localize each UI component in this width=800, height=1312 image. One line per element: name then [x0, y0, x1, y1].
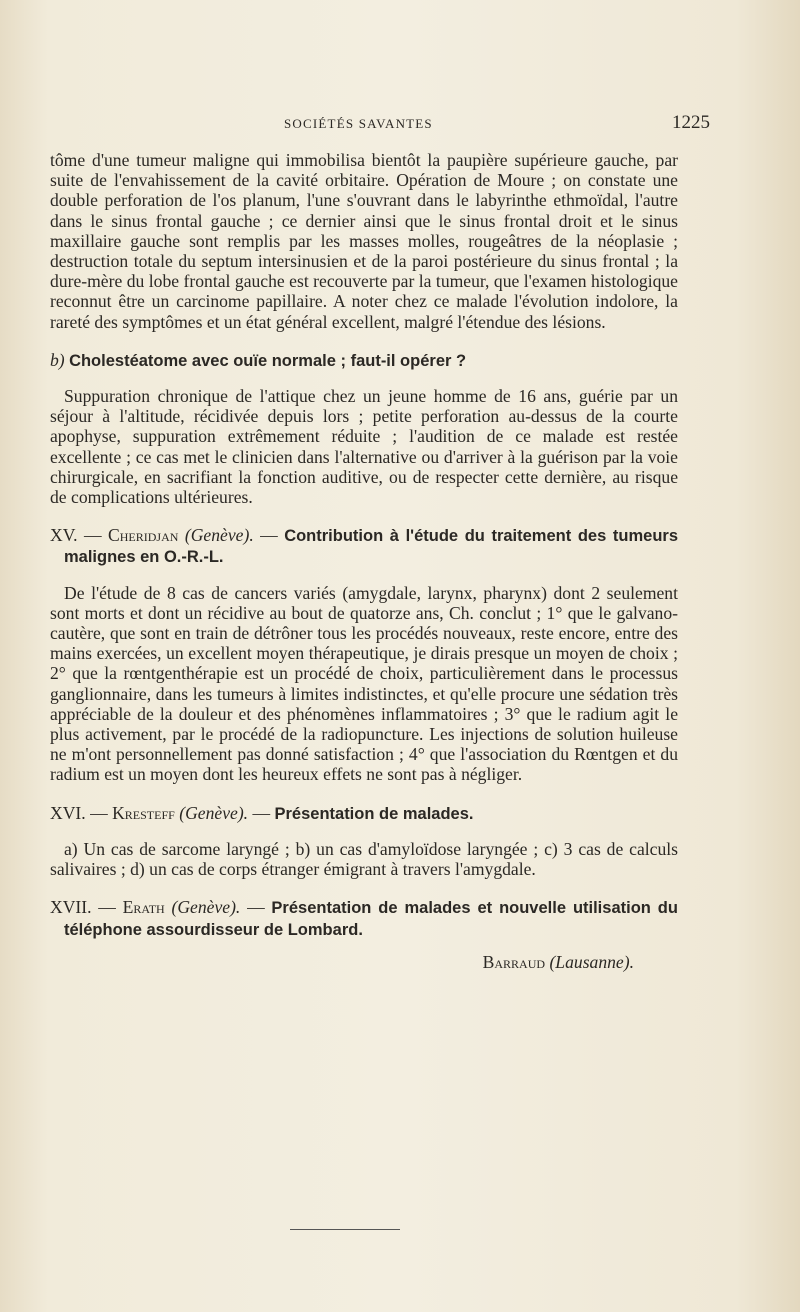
section-xv-heading — [50, 525, 678, 567]
section-b-heading — [50, 350, 678, 371]
section-xvii-author: Erath — [122, 897, 165, 918]
section-b-body: Suppuration chronique de l'attique chez un jeune homme de 16 ans, guérie par un séjour à l'altitude, récidivée depuis lors ; petite perforation au-dessus de la courte apophyse, suppuration extrêmement réduite ; l'audition de ce malade est restée excellente ; ce cas met le clinicien dans l'alternative ou d'arriver à la guérison par la voie chirurgicale, en sacrifiant la fonction auditive, ou de respecter cette dernière, au risque de complications ultérieures. — [50, 386, 678, 508]
section-xvii-city: (Genève). — [171, 897, 241, 918]
section-xv-number: XV. — — [50, 525, 102, 546]
page-header — [50, 112, 710, 138]
section-xvii-title: Présentation de malades et nouvelle utilisation du téléphone assourdisseur de Lombard. — [64, 899, 678, 939]
section-xv-dash: — — [260, 525, 278, 546]
section-xvii-number: XVII. — — [50, 897, 116, 918]
section-xvi-number: XVI. — — [50, 802, 108, 823]
section-xvi-body: a) Un cas de sarcome laryngé ; b) un cas d'amyloïdose laryngée ; c) 3 cas de calculs salivaires ; d) un cas de corps étranger émigrant à travers l'amygdale. — [50, 838, 678, 880]
section-b-label: b) — [50, 349, 65, 370]
section-xvi-title: Présentation de malades. — [274, 804, 474, 823]
section-xvi-dash: — — [252, 802, 271, 823]
section-b-title: Cholestéatome avec ouïe normale ; faut-il opérer ? — [69, 351, 467, 370]
page-body — [50, 150, 678, 972]
section-xvi-heading — [50, 803, 678, 824]
signature-name: Barraud — [482, 951, 546, 972]
signature-city: (Lausanne). — [549, 951, 634, 972]
page-number: 1225 — [672, 112, 710, 133]
section-xv-body: De l'étude de 8 cas de cancers variés (amygdale, larynx, pharynx) dont 2 seulement sont morts et dont un récidive au bout de quatorze ans, Ch. conclut ; 1° que le galvano-cautère, que sont en train de détrôner tous les procédés nouveaux, reste encore, entre des mains exercées, un excellent moyen thérapeutique, je dirais presque un moyen de choix ; 2° que la rœntgenthérapie est un procédé de choix, particulièrement dans le processus ganglionnaire, dans les tumeurs à limites indistinctes, et qu'elle procure une sédation très appréciable de la douleur et des phénomènes inflammatoires ; 3° que le radium agit le plus activement, par le procédé de la radiopuncture. Les injections de solution huileuse ne m'ont personnellement pas donné satisfaction ; 4° que l'association du Rœntgen et du radium est un moyen dont les heureux effets ne sont pas à négliger. — [50, 582, 678, 785]
section-xvii-heading — [50, 897, 678, 939]
section-xvii-dash: — — [247, 897, 265, 918]
section-xv-city: (Genève). — [184, 525, 254, 546]
section-xv-author: Cheridjan — [108, 525, 179, 546]
section-xvi-author: Kresteff — [112, 802, 175, 823]
section-xv-title: Contribution à l'étude du traitement des tumeurs malignes en O.-R.-L. — [64, 527, 678, 567]
intro-paragraph: tôme d'une tumeur maligne qui immobilisa bientôt la paupière supérieure gauche, par suite de l'envahissement de la cavité orbitaire. Opération de Moure ; on constate une double perforation de l'os planum, l'une s'ouvrant dans le labyrinthe ethmoïdal, l'autre dans le sinus frontal gauche ; ce dernier ainsi que le sinus frontal droit et le sinus maxillaire gauche sont remplis par les masses molles, rougeâtres de la néoplasie ; destruction totale du septum intersinusien et de la paroi postérieure du sinus frontal ; la dure-mère du lobe frontal gauche est recouverte par la tumeur, que l'examen histologique reconnut être un carcinome papillaire. A noter chez ce malade l'évolution indolore, la rareté des symptômes et un état général excellent, malgré l'étendue des lésions. — [50, 150, 678, 332]
section-xvi-city: (Genève). — [179, 802, 249, 823]
running-head: SOCIÉTÉS SAVANTES — [284, 116, 433, 131]
closing-rule — [290, 1229, 400, 1230]
signature — [50, 952, 678, 972]
